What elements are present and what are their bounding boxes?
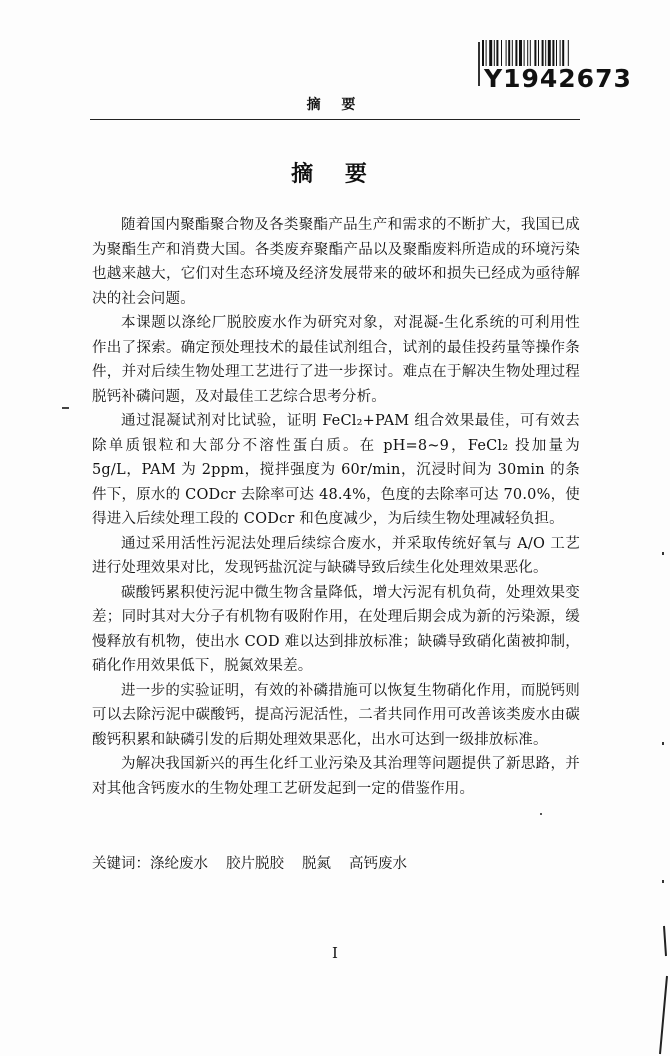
barcode-bar xyxy=(568,40,569,66)
barcode-bar xyxy=(506,40,507,66)
barcode-bar xyxy=(560,40,561,66)
barcode-bar xyxy=(530,40,531,66)
barcode-number: Y1942673 xyxy=(484,64,632,93)
scan-speck xyxy=(662,880,664,883)
barcode-bar xyxy=(508,40,510,66)
scan-speck xyxy=(662,552,664,555)
barcode-divider xyxy=(478,42,480,86)
barcode-bar xyxy=(542,40,544,66)
paragraph: 随着国内聚酯聚合物及各类聚酯产品生产和需求的不断扩大，我国已成为聚酯生产和消费大国。各类废弃聚酯产品以及聚酯废料所造成的环境污染也越来越大，它们对生态环境及经济发展带来的破坏和损失已经成为亟待解决的社会问题。 xyxy=(92,217,580,307)
barcode-bar xyxy=(489,40,492,66)
keywords-line xyxy=(92,852,580,873)
barcode-bar xyxy=(519,40,522,66)
paragraph: 为解决我国新兴的再生化纤工业污染及其治理等问题提供了新思路，并对其他含钙废水的生物处理工艺研发起到一定的借鉴作用。 xyxy=(92,756,580,797)
stray-mark xyxy=(540,813,542,815)
barcode-label xyxy=(478,40,632,102)
scan-edge-marks xyxy=(640,916,670,1056)
header-rule xyxy=(90,119,580,120)
keyword: 脱氮 xyxy=(302,856,331,872)
paragraph: 通过采用活性污泥法处理后续综合废水，并采取传统好氧与 A/O 工艺进行处理效果对比，发现钙盐沉淀与缺磷导致后续生化处理效果恶化。 xyxy=(92,535,580,576)
scan-speck xyxy=(662,742,664,745)
barcode-bar xyxy=(494,40,495,66)
paragraph: 碳酸钙累积使污泥中微生物含量降低，增大污泥有机负荷，处理效果变差；同时其对大分子有机物有吸附作用，在处理后期会成为新的污染源，缓慢释放有机物，使出水 COD 难以达到排放标准；缺磷导致硝化菌被抑制，硝化作用效果低下，脱氮效果差。 xyxy=(92,584,580,674)
barcode-bar xyxy=(524,40,525,66)
barcode-bar xyxy=(482,40,484,66)
barcode-bar xyxy=(538,40,539,66)
barcode-bar xyxy=(552,40,554,66)
page-number: I xyxy=(332,944,338,962)
barcode-bar xyxy=(548,40,551,66)
page-title: 摘 要 xyxy=(291,161,379,187)
barcode-bar xyxy=(562,40,564,66)
abstract-body xyxy=(92,213,580,801)
barcode-bar xyxy=(545,40,546,66)
margin-mark xyxy=(62,407,69,409)
keywords-label: 关键词： xyxy=(92,856,150,872)
barcode-bar xyxy=(501,40,502,66)
paragraph: 进一步的实验证明，有效的补磷措施可以恢复生物硝化作用，而脱钙则可以去除污泥中碳酸钙，提高污泥活性，二者共同作用可改善该类废水由碳酸钙积累和缺磷引发的后期处理效果恶化，出水可达到一级排放标准。 xyxy=(92,682,580,748)
barcode-bar xyxy=(556,40,557,66)
keyword: 胶片脱胶 xyxy=(226,856,284,872)
barcode-bar xyxy=(515,40,517,66)
keyword: 涤纶废水 xyxy=(150,856,208,872)
keyword: 高钙废水 xyxy=(349,856,407,872)
barcode-bar xyxy=(527,40,528,66)
paragraph: 本课题以涤纶厂脱胶废水作为研究对象，对混凝-生化系统的可利用性作出了探索。确定预处理技术的最佳试剂组合，试剂的最佳投药量等操作条件，并对后续生物处理工艺进行了进一步探讨。难点在于解决生物处理过程脱钙补磷问题，及对最佳工艺综合思考分析。 xyxy=(92,315,580,405)
running-header: 摘 要 xyxy=(306,97,364,113)
barcode-bar xyxy=(534,40,536,66)
paragraph: 通过混凝试剂对比试验，证明 FeCl₂+PAM 组合效果最佳，可有效去除单质银粒和大部分不溶性蛋白质。在 pH=8~9，FeCl₂ 投加量为 5g/L，PAM 为 2ppm，搅拌强度为 60r/min，沉浸时间为 30min 的条件下，原水的 CODcr 去除率可达 48.4%，色度的去除率可达 70.0%，使得进入后续处理工段的 CODcr 和色度减少，为后续生物处理减轻负担。 xyxy=(92,413,580,527)
scan-edge-stroke xyxy=(640,916,670,1056)
barcode-bar xyxy=(496,40,498,66)
barcode-icon xyxy=(482,40,606,66)
barcode-bar xyxy=(486,40,487,66)
barcode-bar xyxy=(512,40,513,66)
